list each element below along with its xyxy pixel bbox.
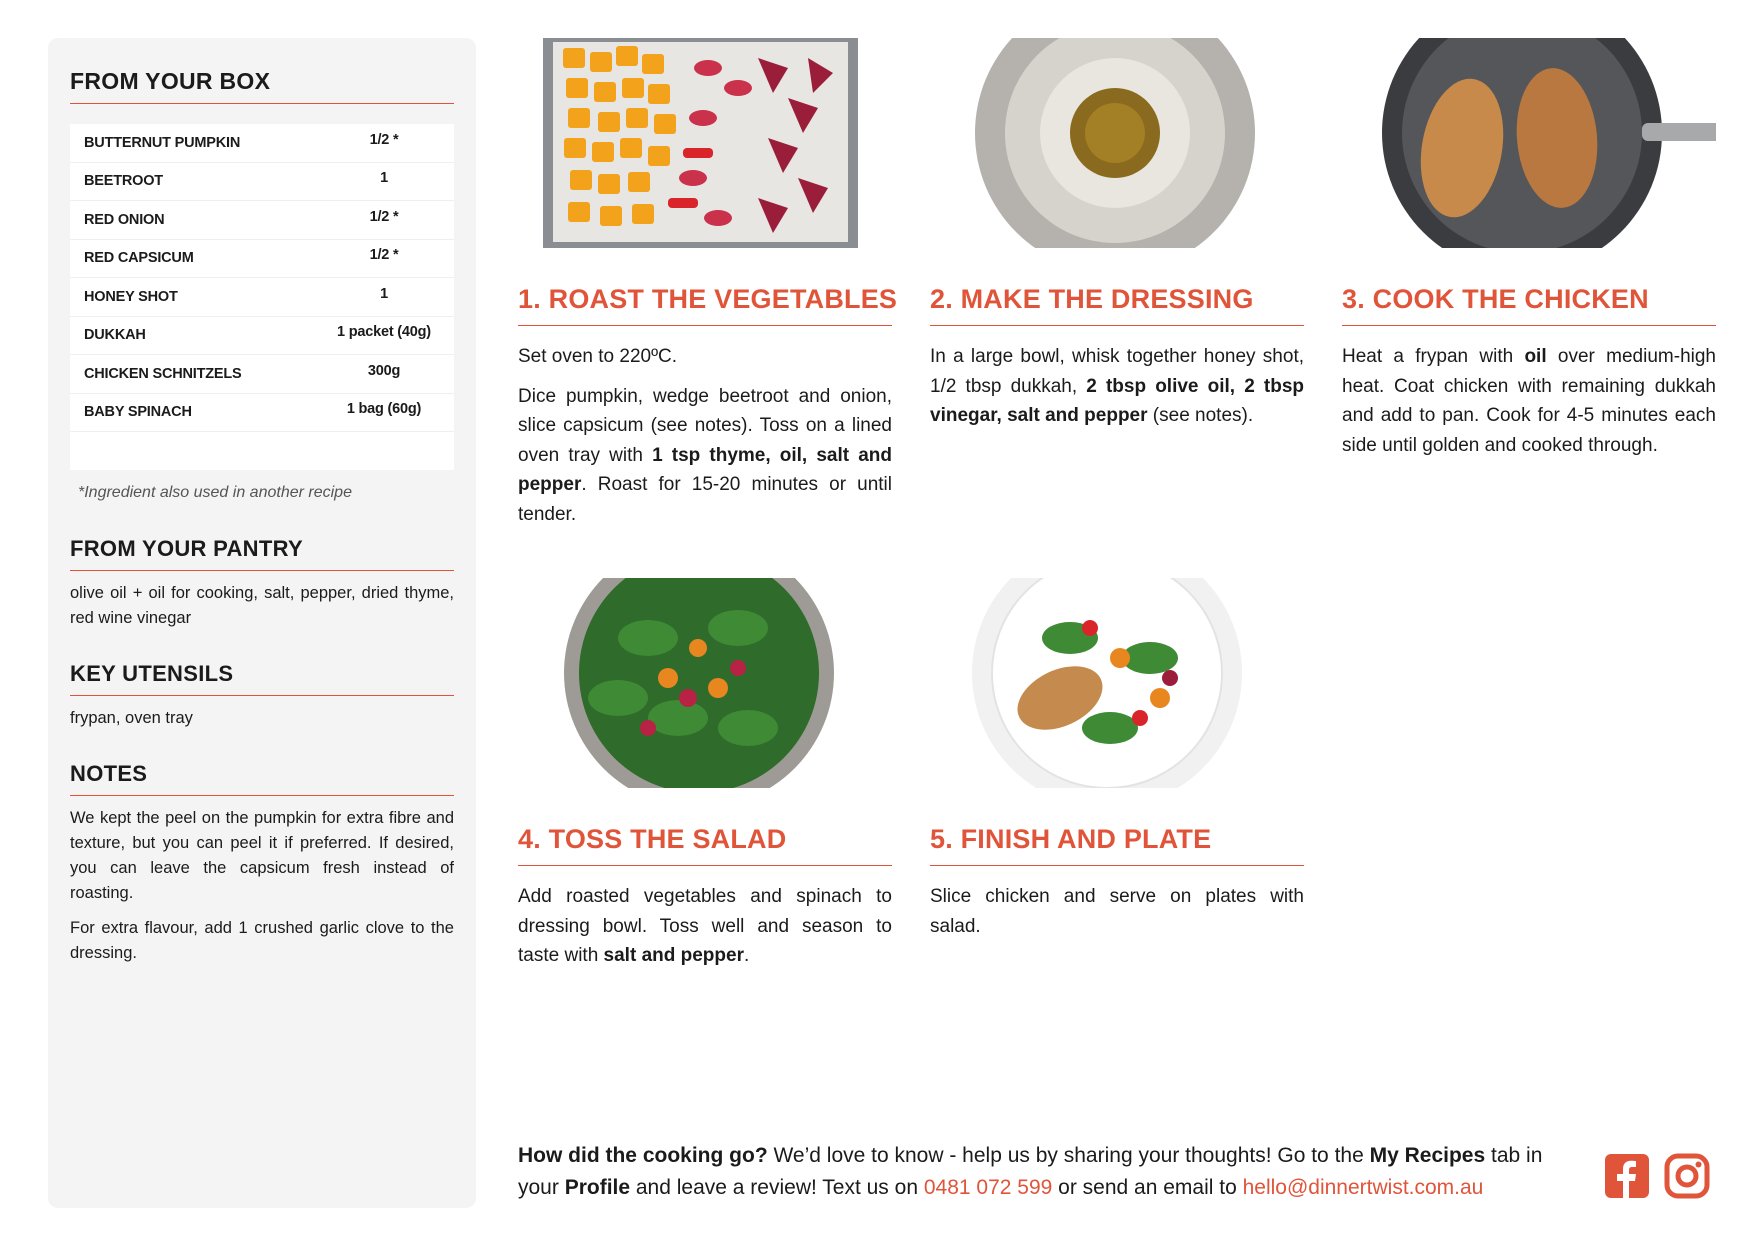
step-4-title: 4. TOSS THE SALAD <box>518 824 892 866</box>
phone-link[interactable]: 0481 072 599 <box>923 1176 1053 1199</box>
step-2-body <box>930 342 1304 431</box>
cook-chicken-photo <box>1342 38 1716 248</box>
notes-text-2: For extra flavour, add 1 crushed garlic clove to the dressing. <box>70 919 454 962</box>
email-link[interactable]: hello@dinnertwist.com.au <box>1242 1176 1484 1199</box>
ingredient-row <box>70 355 454 394</box>
ingredient-qty: 1 <box>380 285 388 302</box>
feedback-footer: How did the cooking go? We’d love to know - help us by sharing your thoughts! Go to the My Recipes tab in your Profile and leave a review! Text us on 0481 072 599 or send an email to hello@dinnertwist.com.au <box>518 1144 1543 1199</box>
ingredient-qty: 1 <box>380 170 388 187</box>
ingredient-row <box>70 201 454 240</box>
ingredient-row <box>70 394 454 433</box>
notes-text-1: We kept the peel on the pumpkin for extra fibre and texture, but you can peel it if preferred. If desired, you can leave the capsicum fresh instead of roasting. <box>70 809 454 902</box>
ingredient-row <box>70 124 454 163</box>
step-3-text: Heat a frypan with oil over medium-high heat. Coat chicken with remaining dukkah and add to pan. Cook for 4-5 minutes each side until golden and cooked through. <box>1342 346 1716 456</box>
ingredient-qty: 1/2 * <box>369 247 399 264</box>
utensils-text: frypan, oven tray <box>70 709 193 727</box>
ingredient-name: DUKKAH <box>84 327 146 344</box>
pantry-section <box>70 536 454 631</box>
toss-salad-photo <box>518 578 892 788</box>
ingredient-name: BEETROOT <box>84 173 163 190</box>
profile-link[interactable]: Profile <box>564 1176 631 1199</box>
step-2 <box>930 38 1304 431</box>
ingredient-row <box>70 240 454 279</box>
ingredients-table <box>70 124 454 470</box>
step-5-title: 5. FINISH AND PLATE <box>930 824 1304 866</box>
step-1-title: 1. ROAST THE VEGETABLES <box>518 284 892 326</box>
pantry-text: olive oil + oil for cooking, salt, pepper, dried thyme, red wine vinegar <box>70 584 454 627</box>
feedback-question: How did the cooking go? <box>518 1144 768 1167</box>
ingredient-name: RED ONION <box>84 211 165 228</box>
ingredient-row <box>70 317 454 356</box>
ingredient-name: RED CAPSICUM <box>84 250 194 267</box>
instagram-icon[interactable] <box>1664 1153 1710 1199</box>
roast-vegetables-photo <box>518 38 892 248</box>
step-4 <box>518 578 892 971</box>
step-5-text: Slice chicken and serve on plates with salad. <box>930 886 1304 937</box>
ingredient-footnote: *Ingredient also used in another recipe <box>78 484 352 501</box>
step-4-body <box>518 882 892 971</box>
step-5-body <box>930 882 1304 941</box>
from-your-box-heading: FROM YOUR BOX <box>70 68 454 104</box>
step-2-text: In a large bowl, whisk together honey shot, 1/2 tbsp dukkah, 2 tbsp olive oil, 2 tbsp vinegar, salt and pepper (see notes). <box>930 346 1304 426</box>
facebook-icon[interactable] <box>1604 1153 1650 1199</box>
notes-heading: NOTES <box>70 761 454 796</box>
ingredients-sidebar <box>48 38 476 1208</box>
ingredient-qty: 1 bag (60g) <box>346 401 422 418</box>
step-2-title: 2. MAKE THE DRESSING <box>930 284 1304 326</box>
ingredient-name: CHICKEN SCHNITZELS <box>84 365 242 382</box>
step-3-body <box>1342 342 1716 460</box>
ingredient-qty: 1/2 * <box>369 208 399 225</box>
step-1-text: Dice pumpkin, wedge beetroot and onion, slice capsicum (see notes). Toss on a lined oven tray with 1 tsp thyme, oil, salt and pepper. Roast for 15-20 minutes or until tender. <box>518 385 892 525</box>
step-3 <box>1342 38 1716 460</box>
utensils-heading: KEY UTENSILS <box>70 661 454 696</box>
ingredient-row <box>70 278 454 317</box>
step-1-text: Set oven to 220ºC. <box>518 346 678 367</box>
step-3-title: 3. COOK THE CHICKEN <box>1342 284 1716 326</box>
ingredient-qty: 300g <box>367 362 401 379</box>
ingredient-name: HONEY SHOT <box>84 288 178 305</box>
pantry-heading: FROM YOUR PANTRY <box>70 536 454 571</box>
ingredient-row <box>70 163 454 202</box>
dressing-bowl-photo <box>930 38 1304 248</box>
step-1-body <box>518 342 892 529</box>
step-5 <box>930 578 1304 941</box>
step-4-text: Add roasted vegetables and spinach to dressing bowl. Toss well and season to taste with salt and pepper. <box>518 886 892 966</box>
notes-section <box>70 761 454 966</box>
my-recipes-link[interactable]: My Recipes <box>1369 1144 1486 1167</box>
ingredient-qty: 1/2 * <box>369 131 399 148</box>
utensils-section <box>70 661 454 731</box>
step-1 <box>518 38 898 529</box>
ingredient-qty: 1 packet (40g) <box>337 324 431 341</box>
ingredient-name: BUTTERNUT PUMPKIN <box>84 134 241 151</box>
finish-plate-photo <box>930 578 1304 788</box>
ingredient-name: BABY SPINACH <box>84 404 192 421</box>
